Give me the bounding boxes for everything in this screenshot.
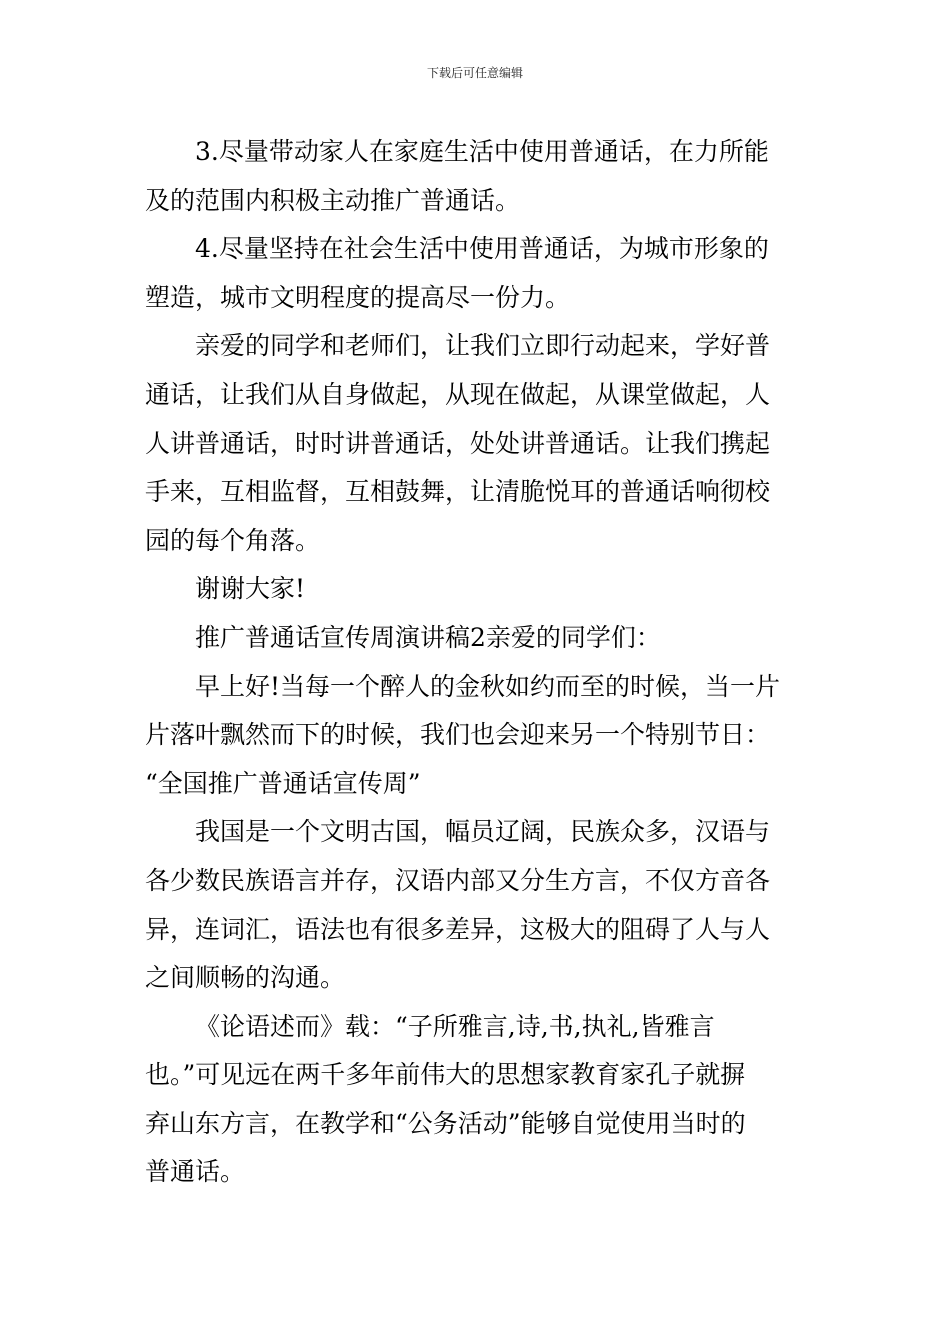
paragraph-point-3 bbox=[145, 128, 807, 225]
paragraph-thanks bbox=[145, 565, 807, 614]
paragraph-line: 各少数民族语言并存，汉语内部又分生方言，不仅方音各 bbox=[145, 865, 771, 895]
page-header: 下载后可任意编辑 bbox=[426, 66, 523, 80]
paragraph-call-to-action bbox=[145, 322, 807, 565]
paragraph-line: 推广普通话宣传周演讲稿2亲爱的同学们： bbox=[195, 622, 661, 652]
paragraph-line: 我国是一个文明古国，幅员辽阔，民族众多，汉语与 bbox=[195, 817, 771, 847]
paragraph-greeting bbox=[145, 663, 807, 809]
paragraph-line: 谢谢大家! bbox=[195, 574, 306, 604]
paragraph-line: 4.尽量坚持在社会生活中使用普通话，为城市形象的 bbox=[195, 234, 769, 264]
paragraph-line: 普通话。 bbox=[145, 1157, 246, 1187]
document-body bbox=[145, 128, 807, 1197]
paragraph-line: 弃山东方言，在教学和“公务活动”能够自觉使用当时的 bbox=[145, 1108, 746, 1138]
paragraph-line: 园的每个角落。 bbox=[145, 525, 321, 555]
paragraph-line: 之间顺畅的沟通。 bbox=[145, 963, 346, 993]
paragraph-line: 手来，互相监督，互相鼓舞，让清脆悦耳的普通话响彻校 bbox=[145, 477, 771, 507]
paragraph-line: 及的范围内积极主动推广普通话。 bbox=[145, 185, 521, 215]
paragraph-line: 也。”可见远在两千多年前伟大的思想家教育家孔子就摒 bbox=[145, 1060, 746, 1090]
paragraph-line: 3.尽量带动家人在家庭生活中使用普通话，在力所能 bbox=[195, 137, 769, 166]
paragraph-line: 片落叶飘然而下的时候，我们也会迎来另一个特别节日： bbox=[145, 720, 771, 750]
paragraph-country bbox=[145, 808, 807, 1002]
paragraph-line: 异，连词汇，语法也有很多差异，这极大的阻碍了人与人 bbox=[145, 914, 771, 944]
paragraph-point-4 bbox=[145, 225, 807, 322]
paragraph-line: 人讲普通话，时时讲普通话，处处讲普通话。让我们携起 bbox=[145, 428, 771, 458]
paragraph-line: 通话，让我们从自身做起，从现在做起，从课堂做起，人 bbox=[145, 379, 771, 409]
paragraph-line: 《论语述而》载：“子所雅言,诗,书,执礼,皆雅言 bbox=[195, 1011, 715, 1041]
paragraph-line: 亲爱的同学和老师们，让我们立即行动起来，学好普 bbox=[195, 331, 771, 361]
paragraph-line: “全国推广普通话宣传周” bbox=[145, 768, 421, 798]
paragraph-speech-2-title bbox=[145, 614, 807, 663]
paragraph-line: 早上好!当每一个醉人的金秋如约而至的时候，当一片 bbox=[195, 671, 781, 701]
paragraph-analects bbox=[145, 1003, 807, 1197]
paragraph-line: 塑造，城市文明程度的提高尽一份力。 bbox=[145, 282, 571, 312]
